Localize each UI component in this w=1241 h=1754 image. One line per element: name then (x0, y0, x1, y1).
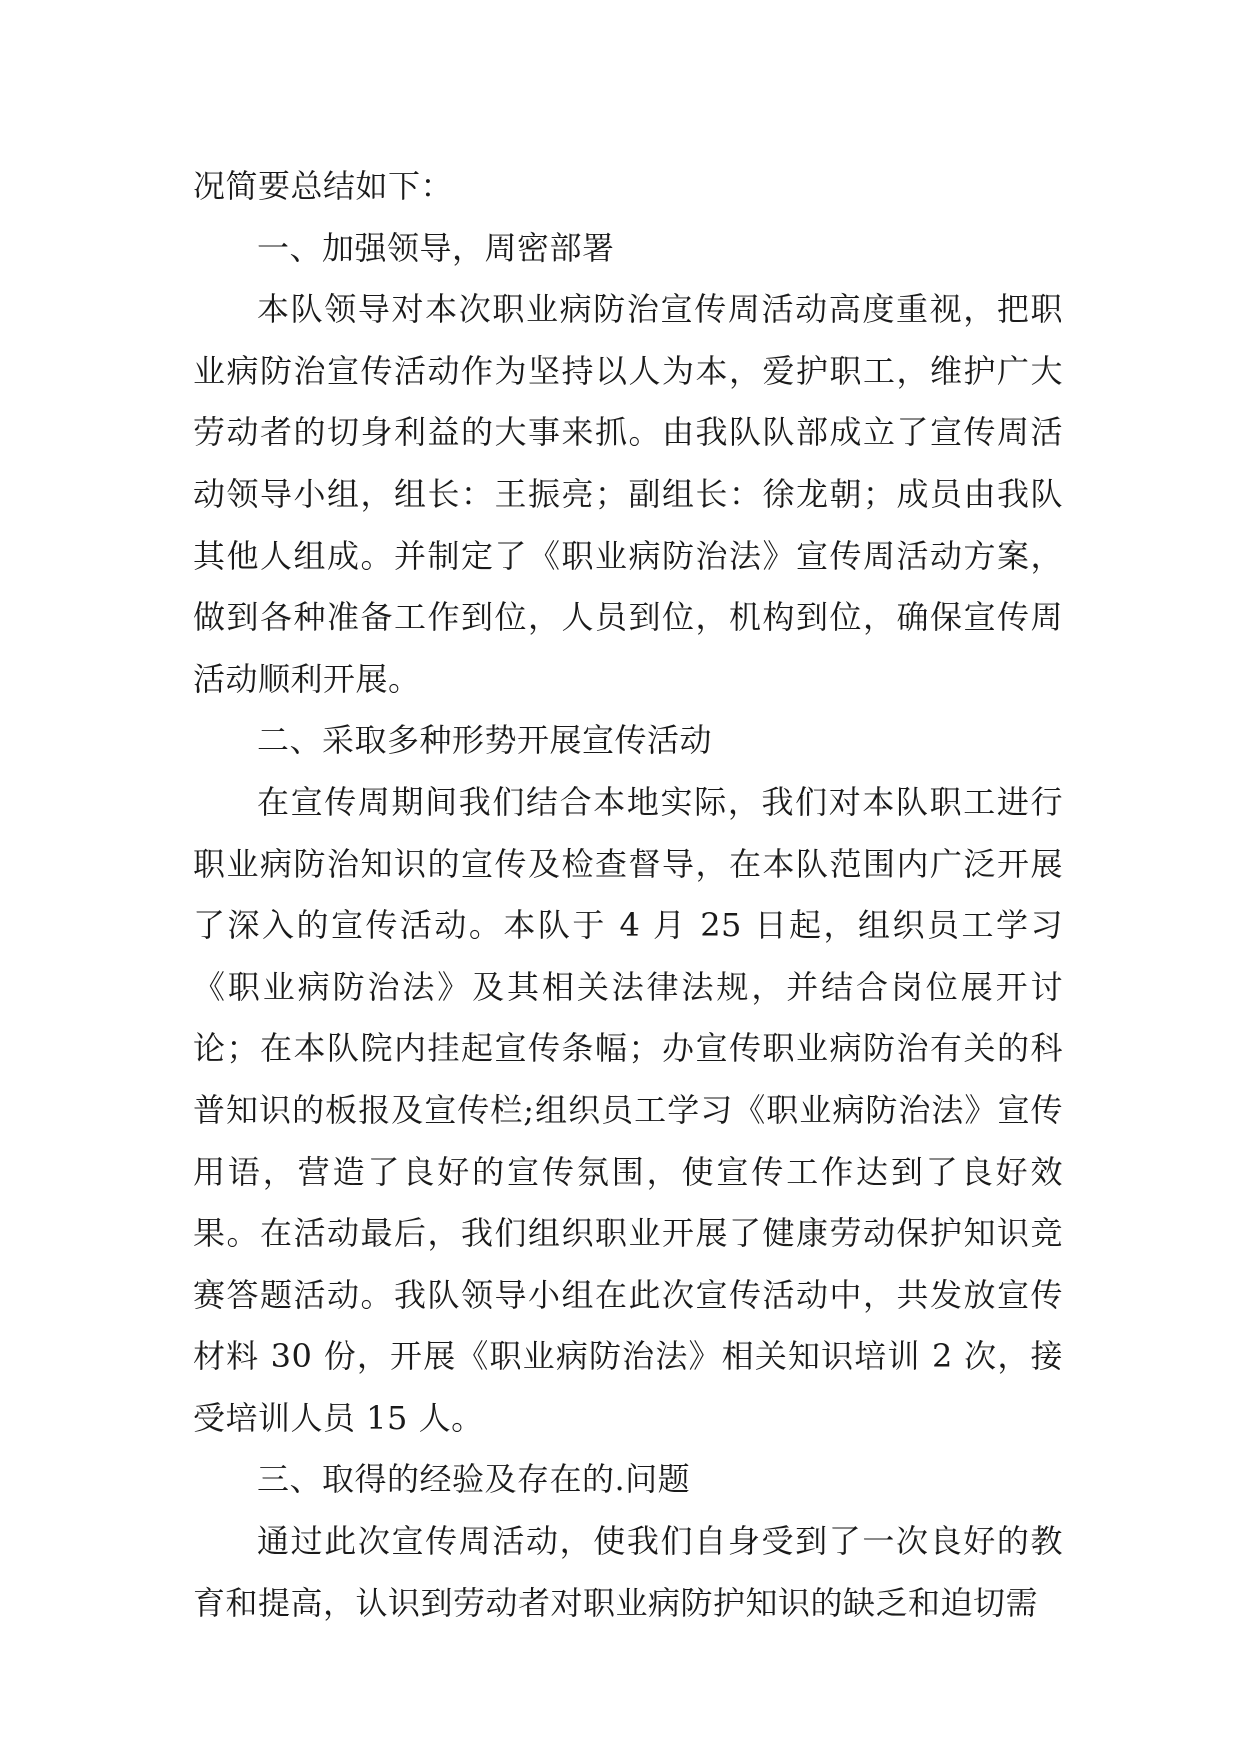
paragraph-summary-intro: 况简要总结如下： (193, 167, 454, 205)
paragraph-experience: 通过此次宣传周活动，使我们自身受到了一次良好的教育和提高，认识到劳动者对职业病防护知识的缺乏和迫切需 (193, 1522, 1063, 1622)
document-body (193, 156, 1063, 1634)
section-heading-experience: 三、取得的经验及存在的.问题 (257, 1460, 691, 1499)
paragraph-activities: 在宣传周期间我们结合本地实际，我们对本队职工进行职业病防治知识的宣传及检查督导，在本队范围内广泛开展了深入的宣传活动。本队于 4 月 25 日起，组织员工学习《职业病防治法》及其相关法律法规，并结合岗位展开讨论；在本队院内挂起宣传条幅；办宣传职业病防治有关的科普知识的板报及宣传栏;组织员工学习《职业病防治法》宣传用语，营造了良好的宣传氛围，使宣传工作达到了良好效果。在活动最后，我们组织职业开展了健康劳动保护知识竞赛答题活动。我队领导小组在此次宣传活动中，共发放宣传材料 30 份，开展《职业病防治法》相关知识培训 2 次，接受培训人员 15 人。 (193, 782, 1063, 1437)
section-heading-activities: 二、采取多种形势开展宣传活动 (257, 721, 713, 760)
paragraph-leadership: 本队领导对本次职业病防治宣传周活动高度重视，把职业病防治宣传活动作为坚持以人为本，爱护职工，维护广大劳动者的切身利益的大事来抓。由我队队部成立了宣传周活动领导小组，组长：王振亮；副组长：徐龙朝；成员由我队其他人组成。并制定了《职业病防治法》宣传周活动方案，做到各种准备工作到位，人员到位，机构到位，确保宣传周活动顺利开展。 (193, 290, 1063, 698)
section-heading-leadership: 一、加强领导，周密部署 (257, 228, 615, 267)
